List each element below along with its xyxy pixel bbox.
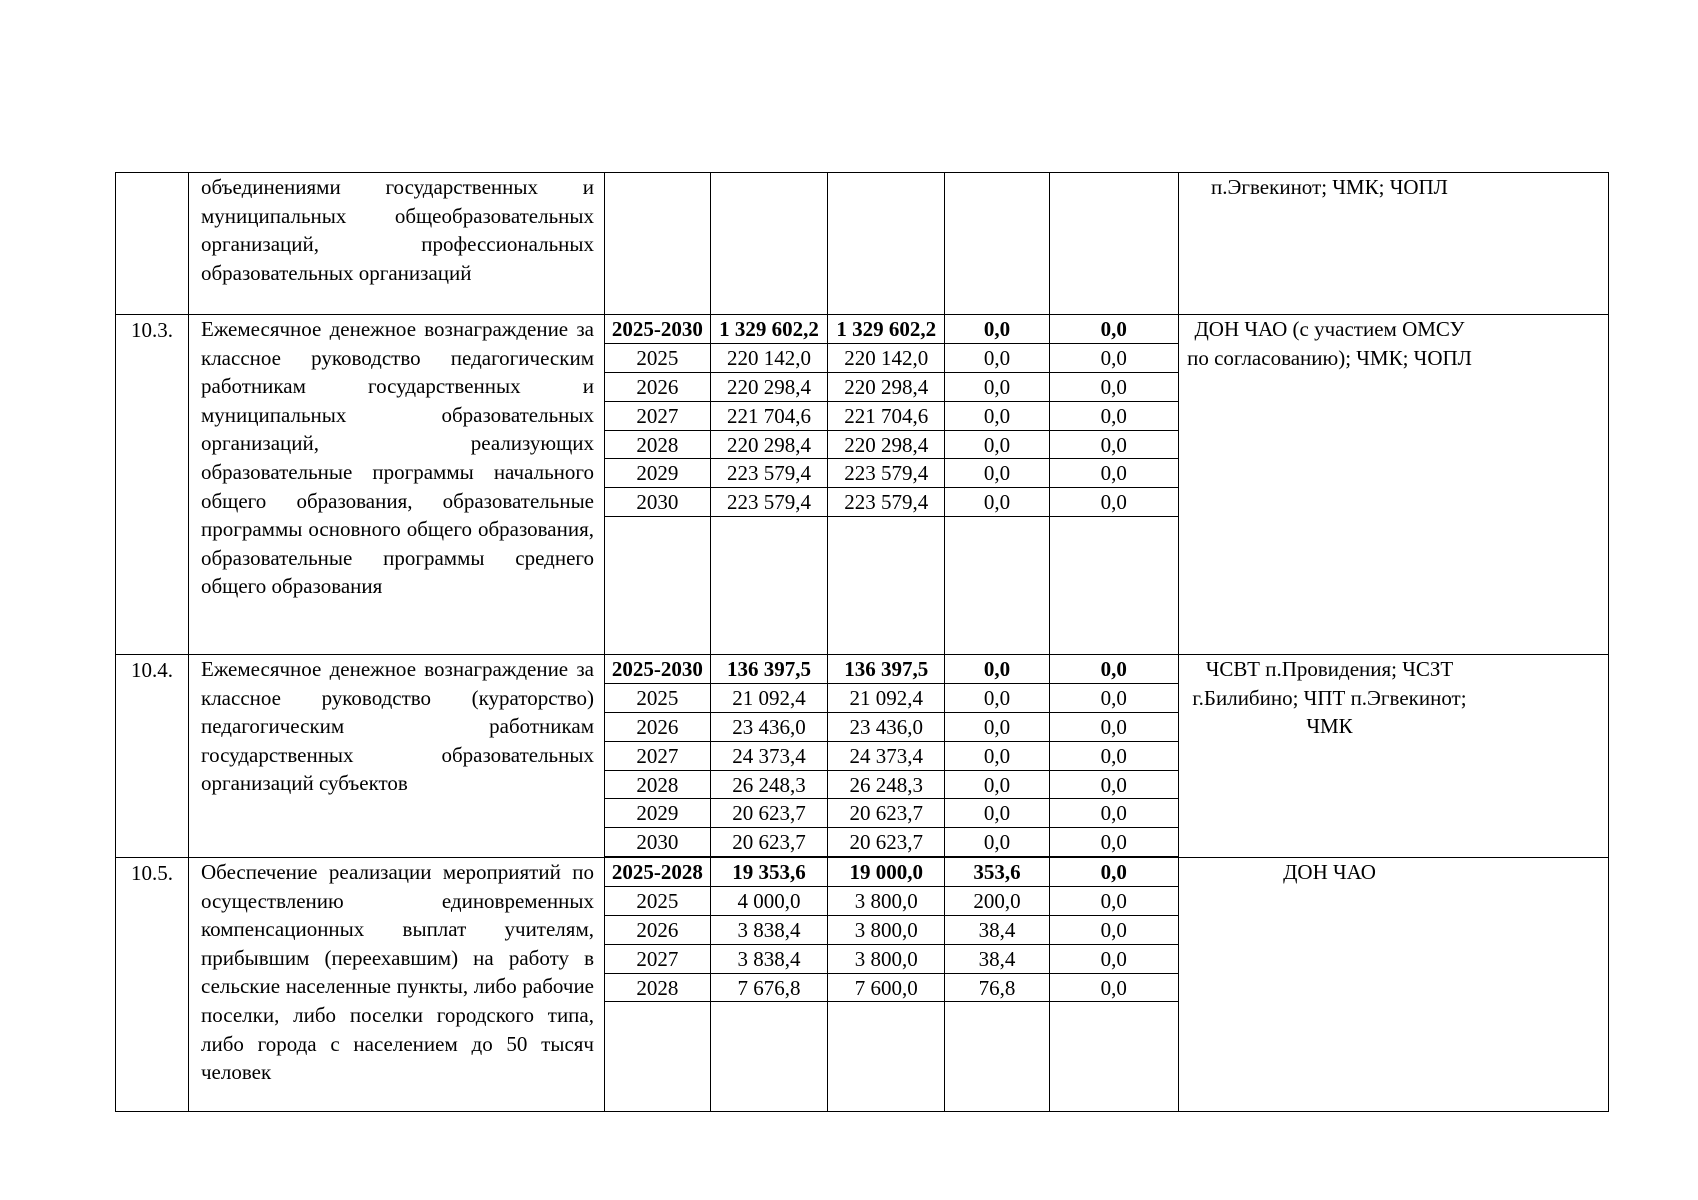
total-amount-cell: 21 092,4 bbox=[710, 684, 827, 712]
total-amount-cell: 7 676,8 bbox=[710, 974, 827, 1002]
total-amount-cell: 1 329 602,2 bbox=[710, 315, 827, 343]
year-line bbox=[605, 771, 1178, 800]
responsible-cell: п.Эгвекинот; ЧМК; ЧОПЛ bbox=[1178, 173, 1480, 314]
other-sources-cell: 0,0 bbox=[1049, 431, 1178, 459]
total-amount-cell: 223 579,4 bbox=[710, 459, 827, 487]
table-row-10-3 bbox=[116, 314, 1608, 654]
other-sources-cell: 0,0 bbox=[1049, 945, 1178, 973]
responsible-cell: ДОН ЧАО (с участием ОМСУ по согласованию); ЧМК; ЧОПЛ bbox=[1178, 315, 1480, 654]
federal-budget-cell: 220 142,0 bbox=[827, 344, 944, 372]
values-block bbox=[604, 655, 1178, 857]
other-sources-cell: 0,0 bbox=[1049, 742, 1178, 770]
budget-table bbox=[115, 172, 1609, 1112]
year-cell: 2030 bbox=[636, 490, 679, 515]
table-row-continuation bbox=[116, 173, 1608, 314]
year-cell: 2027 bbox=[636, 743, 679, 768]
other-sources-cell: 0,0 bbox=[1049, 828, 1178, 856]
federal-budget-cell: 20 623,7 bbox=[827, 828, 944, 856]
total-amount-cell: 24 373,4 bbox=[710, 742, 827, 770]
total-amount-cell: 4 000,0 bbox=[710, 887, 827, 915]
responsible-cell: ДОН ЧАО bbox=[1178, 858, 1480, 1111]
year-line bbox=[605, 742, 1178, 771]
year-cell: 2028 bbox=[636, 772, 679, 797]
year-line bbox=[605, 402, 1178, 431]
total-line bbox=[605, 315, 1178, 344]
year-line bbox=[605, 459, 1178, 488]
federal-budget-cell: 21 092,4 bbox=[827, 684, 944, 712]
federal-budget-cell: 221 704,6 bbox=[827, 402, 944, 430]
other-sources-cell: 0,0 bbox=[1049, 315, 1178, 343]
values-block bbox=[604, 173, 1178, 314]
district-budget-cell: 0,0 bbox=[944, 344, 1048, 372]
row-number: 10.3. bbox=[131, 318, 173, 342]
other-sources-cell: 0,0 bbox=[1049, 974, 1178, 1002]
row-number: 10.4. bbox=[131, 658, 173, 682]
activity-description: объединениями государственных и муниципальных общеобразовательных организаций, профессиональных образовательных организаций bbox=[188, 173, 604, 314]
district-budget-cell: 76,8 bbox=[944, 974, 1048, 1002]
responsible-cell: ЧСВТ п.Провидения; ЧСЗТ г.Билибино; ЧПТ п.Эгвекинот; ЧМК bbox=[1178, 655, 1480, 857]
total-amount-cell: 20 623,7 bbox=[710, 799, 827, 827]
table-row-10-5 bbox=[116, 857, 1608, 1111]
district-budget-cell: 0,0 bbox=[944, 684, 1048, 712]
year-cell: 2025 bbox=[636, 888, 679, 913]
year-line bbox=[605, 431, 1178, 460]
district-budget-cell: 0,0 bbox=[944, 431, 1048, 459]
total-amount-cell: 26 248,3 bbox=[710, 771, 827, 799]
activity-description: Обеспечение реализации мероприятий по осуществлению единовременных компенсационных выплат учителям, прибывшим (переехавшим) на работу в сельские населенные пункты, либо рабочие поселки, либо поселки городского типа, либо города с населением до 50 тысяч человек bbox=[188, 858, 604, 1111]
federal-budget-cell: 220 298,4 bbox=[827, 373, 944, 401]
total-amount-cell: 221 704,6 bbox=[710, 402, 827, 430]
total-amount-cell: 19 353,6 bbox=[710, 858, 827, 886]
federal-budget-cell: 220 298,4 bbox=[827, 431, 944, 459]
district-budget-cell: 0,0 bbox=[944, 799, 1048, 827]
values-block bbox=[604, 315, 1178, 654]
federal-budget-cell: 24 373,4 bbox=[827, 742, 944, 770]
year-cell: 2026 bbox=[636, 917, 679, 942]
federal-budget-cell: 19 000,0 bbox=[827, 858, 944, 886]
year-cell: 2025-2030 bbox=[611, 657, 703, 681]
federal-budget-cell: 23 436,0 bbox=[827, 713, 944, 741]
district-budget-cell: 0,0 bbox=[944, 373, 1048, 401]
year-line bbox=[605, 974, 1178, 1003]
federal-budget-cell: 136 397,5 bbox=[827, 655, 944, 683]
other-sources-cell: 0,0 bbox=[1049, 713, 1178, 741]
year-cell: 2029 bbox=[636, 801, 679, 826]
district-budget-cell: 200,0 bbox=[944, 887, 1048, 915]
year-cell: 2025 bbox=[636, 345, 679, 370]
district-budget-cell: 0,0 bbox=[944, 742, 1048, 770]
year-line bbox=[605, 916, 1178, 945]
district-budget-cell: 353,6 bbox=[944, 858, 1048, 886]
total-amount-cell: 3 838,4 bbox=[710, 945, 827, 973]
year-cell: 2028 bbox=[636, 432, 679, 457]
year-line bbox=[605, 373, 1178, 402]
year-line bbox=[605, 945, 1178, 974]
year-line bbox=[605, 684, 1178, 713]
other-sources-cell: 0,0 bbox=[1049, 887, 1178, 915]
activity-description: Ежемесячное денежное вознаграждение за классное руководство (кураторство) педагогическим работникам государственных образовательных организаций субъектов bbox=[188, 655, 604, 857]
district-budget-cell: 0,0 bbox=[944, 459, 1048, 487]
row-number: 10.5. bbox=[131, 861, 173, 885]
total-amount-cell: 20 623,7 bbox=[710, 828, 827, 856]
district-budget-cell: 0,0 bbox=[944, 713, 1048, 741]
total-line bbox=[605, 858, 1178, 887]
year-line bbox=[605, 713, 1178, 742]
federal-budget-cell: 3 800,0 bbox=[827, 945, 944, 973]
table-row-10-4 bbox=[116, 654, 1608, 857]
federal-budget-cell: 223 579,4 bbox=[827, 488, 944, 516]
other-sources-cell: 0,0 bbox=[1049, 488, 1178, 516]
year-cell: 2029 bbox=[636, 461, 679, 486]
total-amount-cell: 136 397,5 bbox=[710, 655, 827, 683]
year-cell: 2026 bbox=[636, 374, 679, 399]
other-sources-cell: 0,0 bbox=[1049, 373, 1178, 401]
district-budget-cell: 0,0 bbox=[944, 828, 1048, 856]
year-cell: 2027 bbox=[636, 403, 679, 428]
row-number-cell bbox=[116, 173, 188, 314]
other-sources-cell: 0,0 bbox=[1049, 344, 1178, 372]
federal-budget-cell: 7 600,0 bbox=[827, 974, 944, 1002]
year-cell: 2027 bbox=[636, 946, 679, 971]
other-sources-cell: 0,0 bbox=[1049, 684, 1178, 712]
other-sources-cell: 0,0 bbox=[1049, 858, 1178, 886]
total-amount-cell: 223 579,4 bbox=[710, 488, 827, 516]
year-cell: 2025-2030 bbox=[611, 317, 703, 341]
federal-budget-cell: 3 800,0 bbox=[827, 887, 944, 915]
other-sources-cell: 0,0 bbox=[1049, 916, 1178, 944]
district-budget-cell: 38,4 bbox=[944, 916, 1048, 944]
total-amount-cell: 220 142,0 bbox=[710, 344, 827, 372]
total-amount-cell: 23 436,0 bbox=[710, 713, 827, 741]
year-line bbox=[605, 828, 1178, 857]
district-budget-cell: 0,0 bbox=[944, 655, 1048, 683]
values-block bbox=[604, 858, 1178, 1111]
year-line bbox=[605, 344, 1178, 373]
year-cell: 2025 bbox=[636, 685, 679, 710]
year-cell: 2025-2028 bbox=[611, 860, 703, 884]
federal-budget-cell: 20 623,7 bbox=[827, 799, 944, 827]
district-budget-cell: 0,0 bbox=[944, 488, 1048, 516]
total-line bbox=[605, 655, 1178, 684]
other-sources-cell: 0,0 bbox=[1049, 459, 1178, 487]
other-sources-cell: 0,0 bbox=[1049, 799, 1178, 827]
total-amount-cell: 220 298,4 bbox=[710, 373, 827, 401]
activity-description: Ежемесячное денежное вознаграждение за классное руководство педагогическим работникам государственных и муниципальных образовательных организаций, реализующих образовательные программы начального общего образования, образовательные программы основного общего образования, образовательные программы среднего общего образования bbox=[188, 315, 604, 654]
district-budget-cell: 38,4 bbox=[944, 945, 1048, 973]
year-cell: 2028 bbox=[636, 975, 679, 1000]
federal-budget-cell: 26 248,3 bbox=[827, 771, 944, 799]
year-cell: 2026 bbox=[636, 714, 679, 739]
other-sources-cell: 0,0 bbox=[1049, 655, 1178, 683]
federal-budget-cell: 223 579,4 bbox=[827, 459, 944, 487]
year-line bbox=[605, 887, 1178, 916]
federal-budget-cell: 3 800,0 bbox=[827, 916, 944, 944]
year-cell: 2030 bbox=[636, 830, 679, 855]
year-line bbox=[605, 799, 1178, 828]
federal-budget-cell: 1 329 602,2 bbox=[827, 315, 944, 343]
year-line bbox=[605, 488, 1178, 517]
other-sources-cell: 0,0 bbox=[1049, 771, 1178, 799]
district-budget-cell: 0,0 bbox=[944, 315, 1048, 343]
district-budget-cell: 0,0 bbox=[944, 402, 1048, 430]
other-sources-cell: 0,0 bbox=[1049, 402, 1178, 430]
total-amount-cell: 3 838,4 bbox=[710, 916, 827, 944]
total-amount-cell: 220 298,4 bbox=[710, 431, 827, 459]
district-budget-cell: 0,0 bbox=[944, 771, 1048, 799]
